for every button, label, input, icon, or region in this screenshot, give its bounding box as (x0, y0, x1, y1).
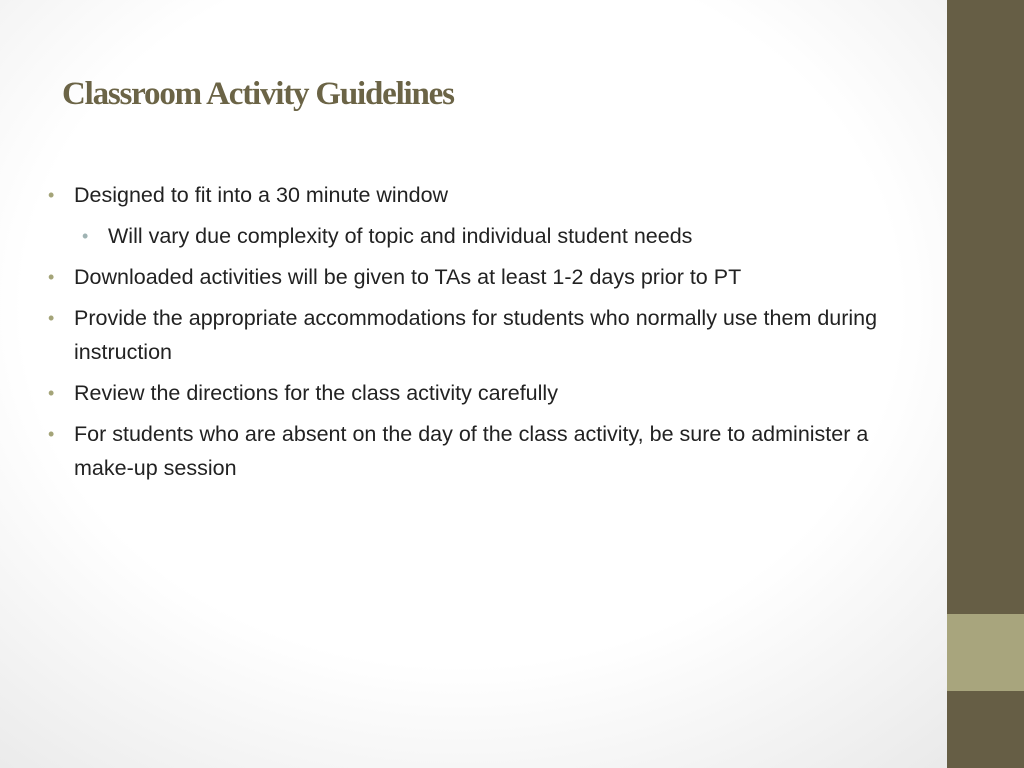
bullet-text: Designed to fit into a 30 minute window (74, 183, 449, 207)
bullet-text: Review the directions for the class activity carefully (74, 381, 558, 405)
bullet-dot-icon: • (48, 308, 55, 328)
decorative-side-bar-accent (947, 614, 1024, 691)
bullet-dot-icon: • (48, 424, 55, 444)
bullet-item (46, 417, 886, 485)
bullet-text: Will vary due complexity of topic and individual student needs (108, 224, 693, 248)
bullet-text: Downloaded activities will be given to TAs at least 1-2 days prior to PT (74, 265, 742, 289)
bullet-text: For students who are absent on the day of the class activity, be sure to administer a make-up session (74, 422, 869, 480)
bullet-list (46, 178, 886, 492)
bullet-dot-icon: • (48, 185, 55, 205)
bullet-item (46, 301, 886, 369)
bullet-item (46, 178, 886, 212)
bullet-dot-icon: • (48, 267, 55, 287)
bullet-item (46, 376, 886, 410)
bullet-text: Provide the appropriate accommodations for students who normally use them during instruction (74, 306, 878, 364)
sub-bullet-item (80, 219, 886, 253)
bullet-dot-icon: • (48, 383, 55, 403)
slide-title: Classroom Activity Guidelines (62, 76, 454, 112)
bullet-item (46, 260, 886, 294)
bullet-dot-icon: • (82, 226, 89, 246)
